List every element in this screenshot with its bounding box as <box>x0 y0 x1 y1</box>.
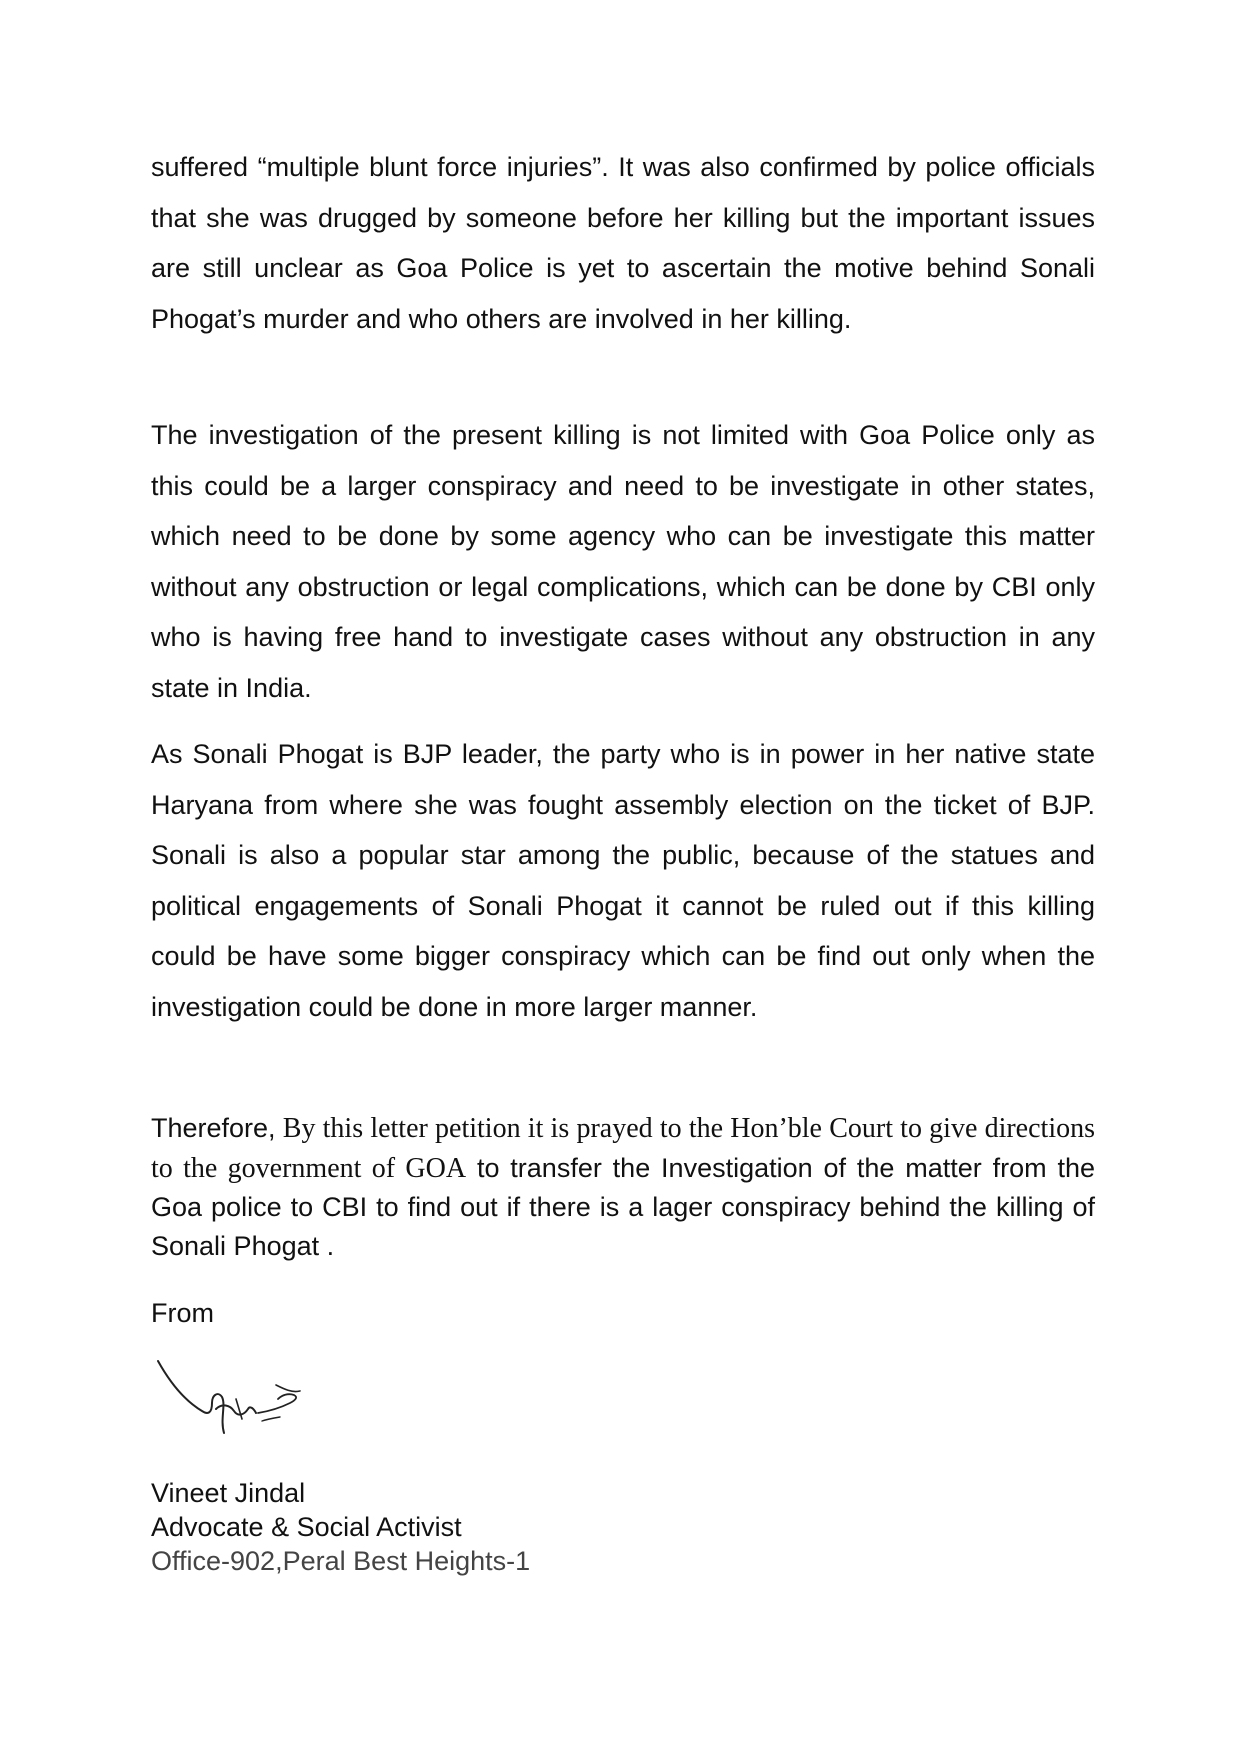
signatory-block <box>151 1476 530 1578</box>
handwritten-signature <box>150 1355 310 1455</box>
closing-tail: to transfer the Investigation of the matter from the Goa police to CBI to find out if there is a lager conspiracy behind the killing of Sonali Phogat . <box>151 1152 1095 1261</box>
signatory-name: Vineet Jindal <box>151 1478 306 1508</box>
signatory-title: Advocate & Social Activist <box>151 1512 462 1542</box>
paragraph-bjp-leader: As Sonali Phogat is BJP leader, the party who is in power in her native state Haryana from where she was fought assembly election on the ticket of BJP. Sonali is also a popular star among the public, because of the statues and political engagements of Sonali Phogat it cannot be ruled out if this killing could be have some bigger conspiracy which can be find out only when the investigation could be done in more larger manner. <box>151 739 1095 1022</box>
paragraph-injuries: suffered “multiple blunt force injuries”. It was also confirmed by police officials that she was drugged by someone before her killing but the important issues are still unclear as Goa Police is yet to ascertain the motive behind Sonali Phogat’s murder and who others are involved in her killing. <box>151 152 1095 334</box>
closing-prayer-paragraph <box>151 1109 1095 1265</box>
closing-serif-text: By this letter petition it is prayed to the Hon’ble Court to give directions to the government of GOA <box>151 1113 1095 1184</box>
closing-lead: Therefore, <box>151 1113 276 1143</box>
from-label: From <box>151 1298 214 1328</box>
signatory-address: Office-902,Peral Best Heights-1 <box>151 1546 531 1576</box>
paragraph-investigation: The investigation of the present killing is not limited with Goa Police only as this could be a larger conspiracy and need to be investigate in other states, which need to be done by some agency who can be investigate this matter without any obstruction or legal complications, which can be done by CBI only who is having free hand to investigate cases without any obstruction in any state in India. <box>151 420 1095 703</box>
